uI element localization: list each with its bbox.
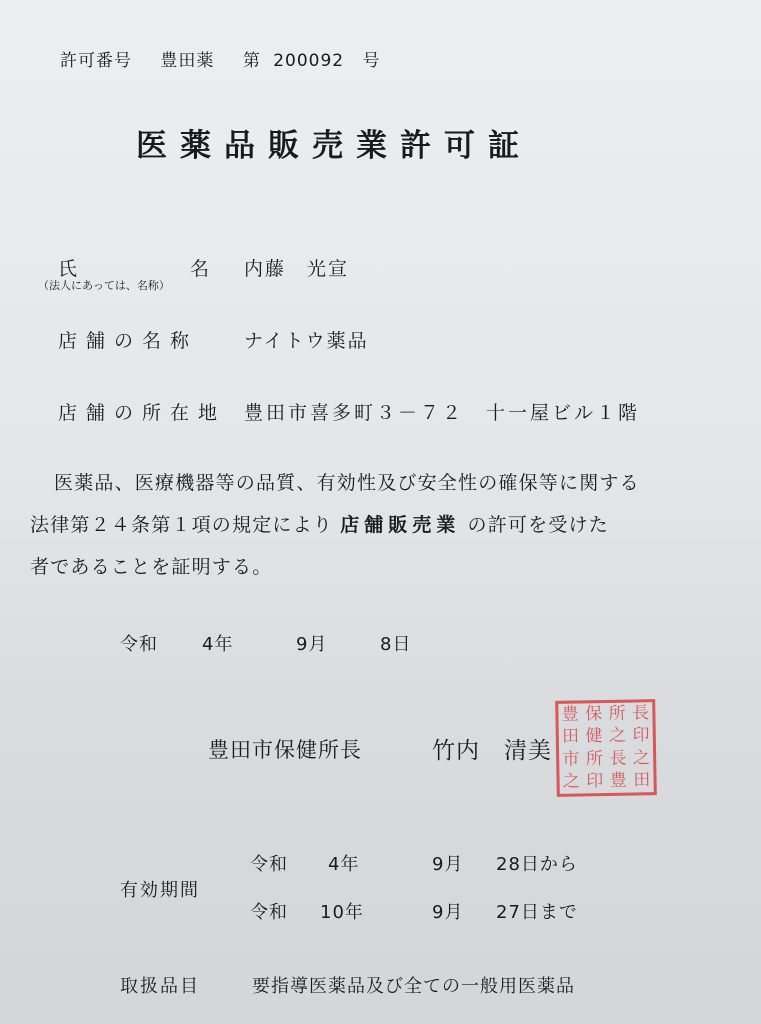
seal-char: 健 [585,726,603,747]
seal-char: 田 [633,770,651,791]
statement-line-3: 者であることを証明する。 [30,556,273,578]
validity-end-day: 27日まで [496,902,578,923]
statement-line-2-pre: 法律第２４条第１項の規定により [30,514,334,536]
document-title: 医薬品販売業許可証 [136,128,532,164]
seal-char: 所 [608,703,626,724]
statement-line-1: 医薬品、医療機器等の品質、有効性及び安全性の確保等に関する [54,472,640,494]
official-seal-stamp [555,699,657,797]
certification-statement [30,462,720,588]
seal-char: 市 [562,749,580,770]
issuer-title: 豊田市保健所長 [208,738,362,762]
validity-end-date [250,898,578,924]
seal-char: 豊 [561,704,579,725]
validity-start-date [250,850,578,876]
validity-period-label: 有効期間 [120,880,200,901]
validity-start-month: 9月 [432,854,464,875]
issue-date-era: 令和 [120,634,158,655]
store-name-value: ナイトウ薬品 [244,330,369,352]
seal-char: 之 [562,771,581,793]
seal-char: 印 [586,771,604,792]
permit-number: 200092 [273,51,345,71]
statement-line-2-post: の許可を受けた [467,514,609,536]
seal-char: 田 [561,726,580,748]
permit-number-suffix: 号 [362,51,381,71]
validity-end-year: 10年 [320,902,364,923]
store-address-label: 店舗の所在地 [58,402,227,424]
name-label-note: （法人にあっては、名称） [38,279,170,292]
store-address-value: 豊田市喜多町３－７２ 十一屋ビル１階 [244,402,641,424]
name-value: 内藤 光宣 [244,258,350,280]
handled-items-label: 取扱品目 [120,976,200,997]
handled-items-value: 要指導医薬品及び全ての一般用医薬品 [252,976,575,997]
business-type: 店舗販売業 [340,514,461,536]
validity-end-month: 9月 [432,902,464,923]
seal-char: 之 [608,725,627,747]
seal-char: 之 [632,747,651,769]
permit-number-line [60,46,403,71]
issuer-name: 竹内 清美 [432,738,552,764]
seal-char: 所 [585,748,604,770]
seal-char: 豊 [609,770,628,792]
statement-line-2 [30,504,720,546]
permit-office: 豊田薬 [160,51,215,71]
validity-start-era: 令和 [250,854,288,875]
seal-char: 印 [632,725,650,746]
name-label-second: 名 [190,258,210,280]
issue-date [120,630,411,656]
validity-start-day: 28日から [496,854,578,875]
permit-number-prefix: 第 [242,51,261,71]
permit-label: 許可番号 [60,51,132,71]
store-name-label: 店舗の名称 [58,330,199,352]
issue-date-month: 9月 [296,634,328,655]
name-label-first: 氏 [58,258,78,280]
seal-char: 長 [631,702,650,724]
issue-date-year: 4年 [202,634,234,655]
seal-char: 保 [584,703,603,725]
seal-char: 長 [609,748,627,769]
validity-start-year: 4年 [328,854,360,875]
issue-date-day: 8日 [380,634,412,655]
validity-end-era: 令和 [250,902,288,923]
